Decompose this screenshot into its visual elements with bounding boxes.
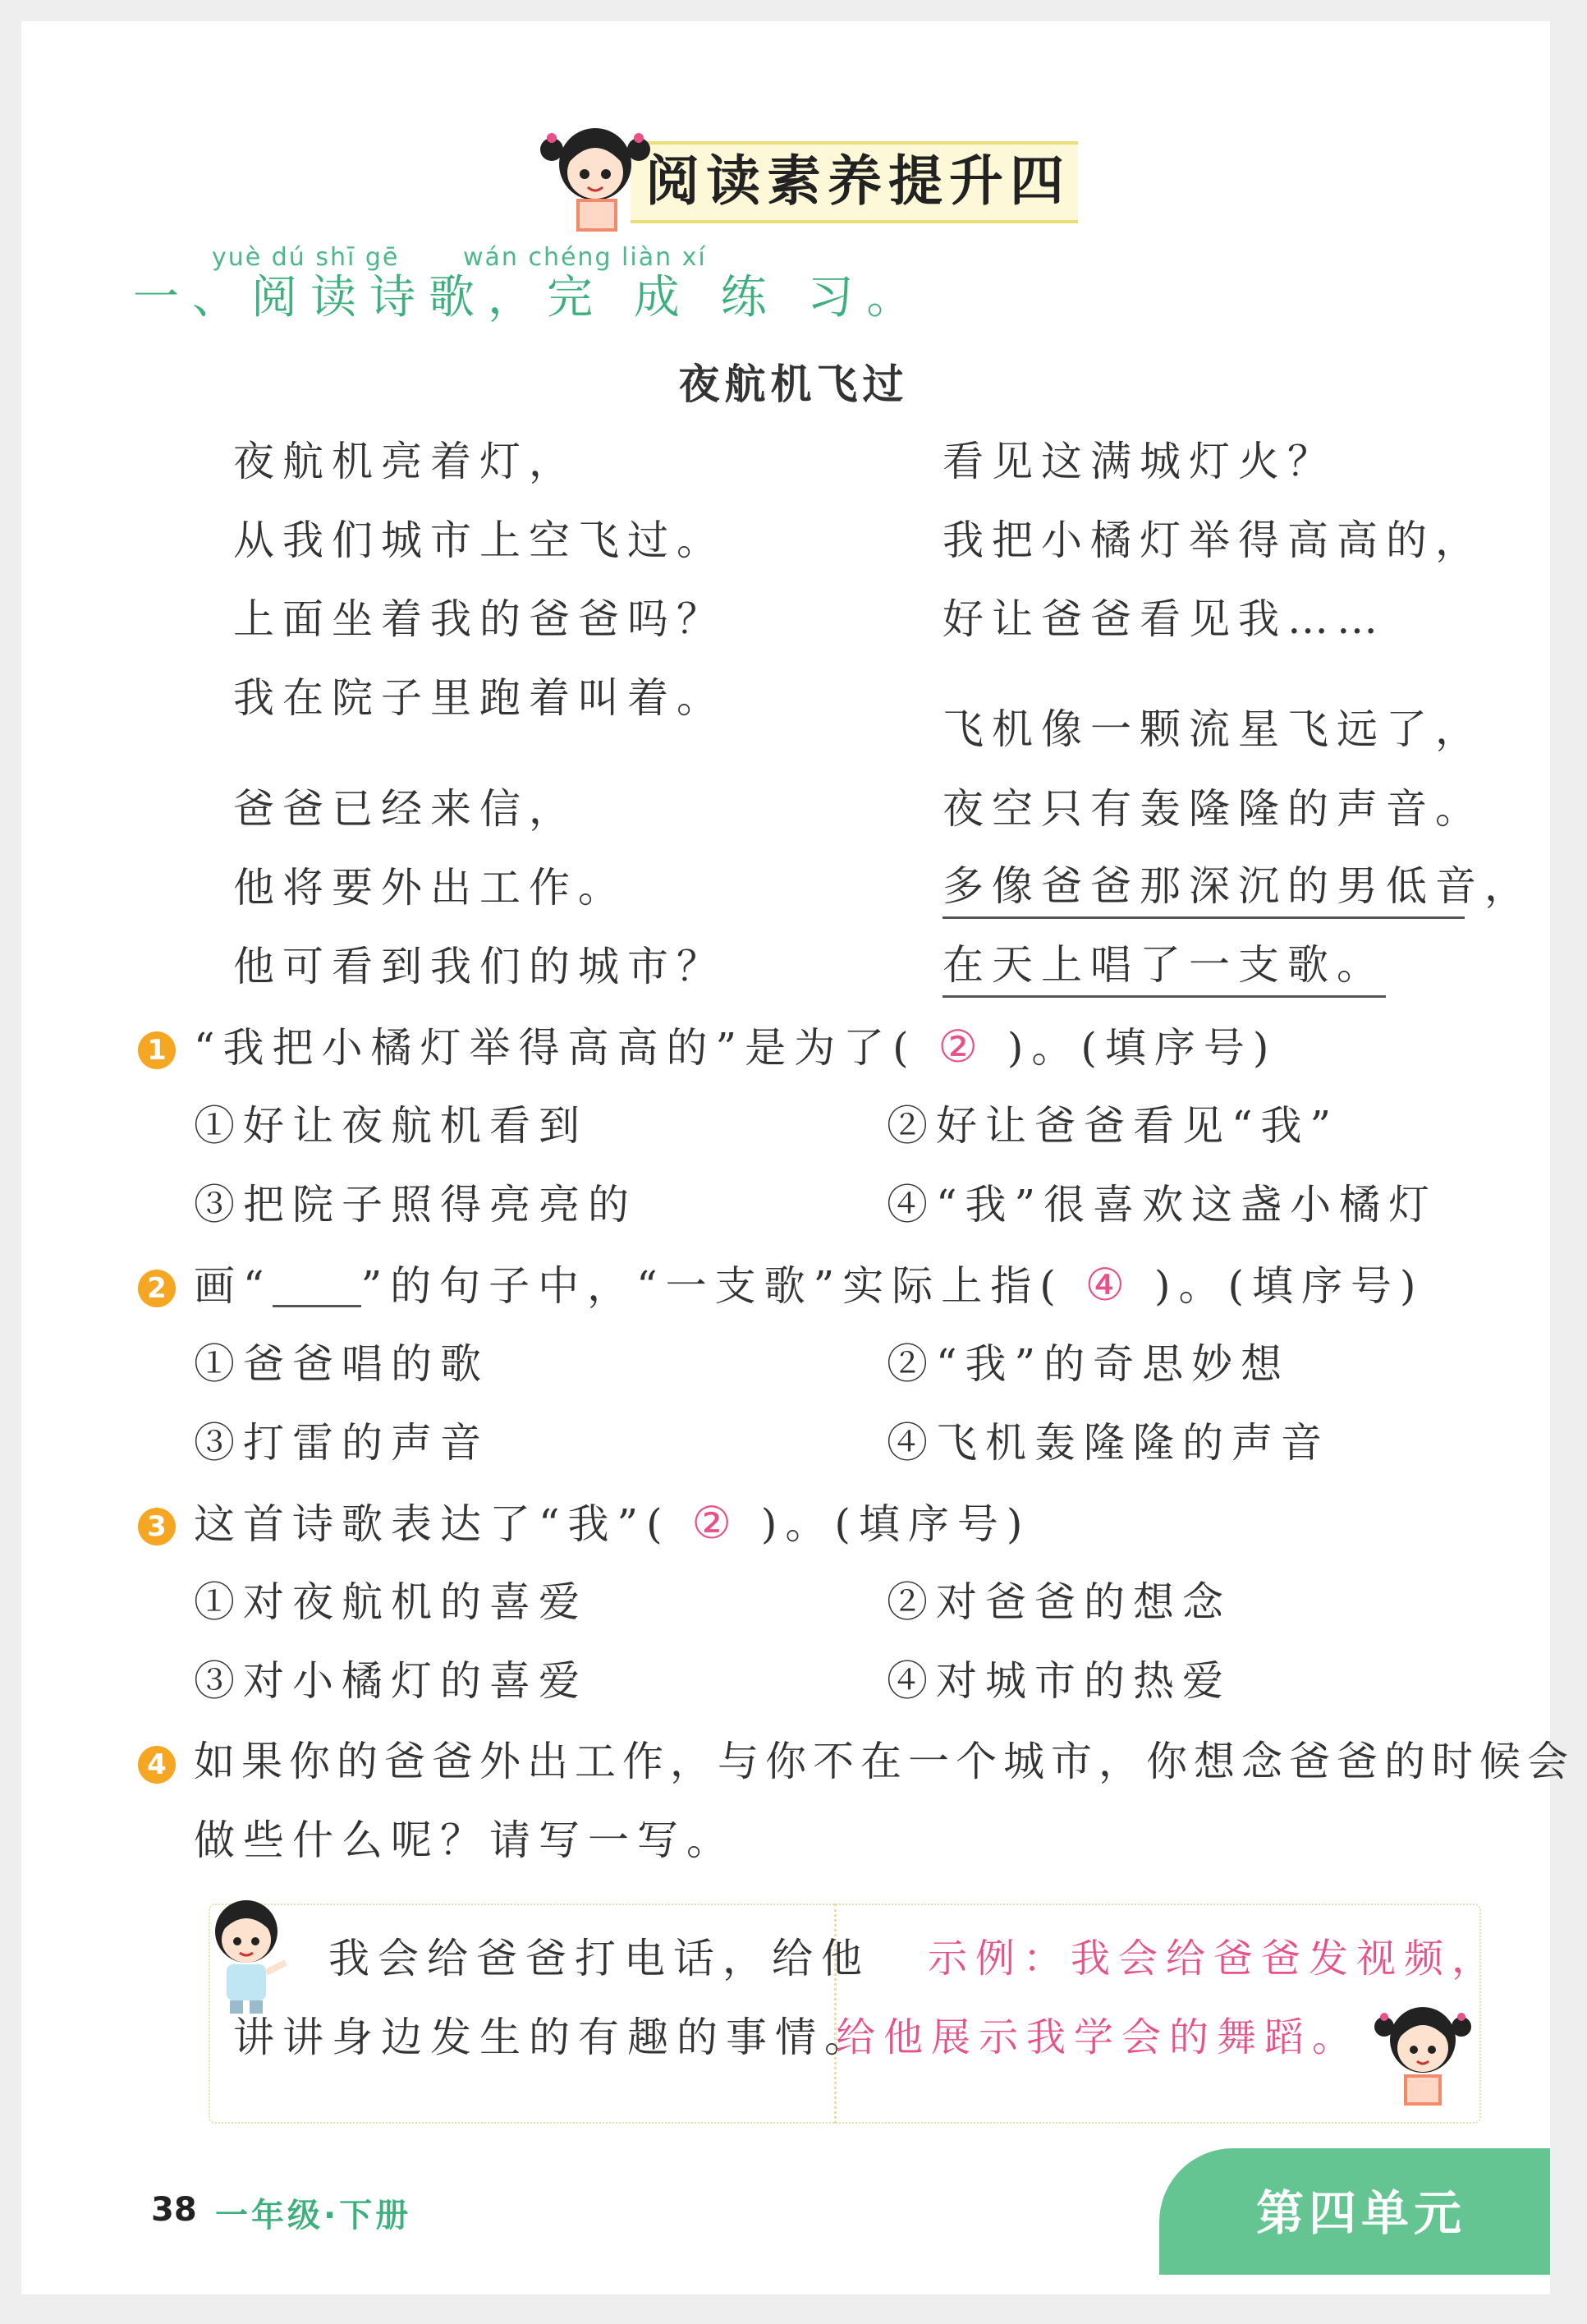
question-4-line-1: 如果你的爸爸外出工作，与你不在一个城市，你想念爸爸的时候会 [194, 1738, 1575, 1785]
option: ④“我”很喜欢这盏小橘灯 [887, 1181, 1438, 1229]
poem-line: 好让爸爸看见我…… [943, 595, 1386, 643]
page-number: 38 [151, 2191, 197, 2229]
girl-reading-icon [534, 113, 657, 237]
poem-line: 他可看到我们的城市？ [233, 943, 726, 990]
sample-answer-line-2: 给他展示我学会的舞蹈。 [836, 2014, 1360, 2060]
question-text: )。(填序号) [760, 1500, 1031, 1548]
question-text: 这首诗歌表达了“我”( [194, 1500, 671, 1548]
unit-label: 第四单元 [1256, 2185, 1467, 2241]
option: ③对小橘灯的喜爱 [194, 1657, 588, 1705]
poem-line: 看见这满城灯火？ [943, 438, 1337, 485]
question-3-text [194, 1495, 1030, 1553]
option: ①好让夜航机看到 [194, 1102, 588, 1150]
poem-line: 从我们城市上空飞过。 [233, 517, 726, 564]
option: ②好让爸爸看见“我” [887, 1102, 1340, 1150]
question-number-2: 2 [138, 1270, 176, 1307]
poem-title: 夜航机飞过 [678, 361, 909, 408]
question-text: ”的句子中，“一支歌”实际上指( [360, 1262, 1064, 1310]
option: ④飞机轰隆隆的声音 [887, 1419, 1330, 1467]
poem-line: 上面坐着我的爸爸吗？ [233, 595, 726, 643]
option: ②对爸爸的想念 [887, 1578, 1232, 1626]
pinyin-row-1: yuè dú shī gē [212, 243, 400, 272]
answer-mark: ④ [1085, 1259, 1134, 1311]
page-title: 阅读素养提升四 [645, 149, 1071, 213]
poem-line: 我在院子里跑着叫着。 [233, 674, 726, 722]
poem-line: 飞机像一颗流星飞远了， [943, 705, 1484, 753]
student-answer-line-2: 讲讲身边发生的有趣的事情。 [233, 2014, 874, 2061]
answer-mark: ② [938, 1021, 986, 1072]
poem-line: 他将要外出工作。 [233, 864, 627, 912]
option: ④对城市的热爱 [887, 1657, 1232, 1705]
poem-line: 夜空只有轰隆隆的声音。 [943, 785, 1484, 833]
question-number-4: 4 [138, 1746, 176, 1784]
question-2-text [194, 1256, 1424, 1315]
option: ②“我”的奇思妙想 [887, 1340, 1291, 1388]
girl-reading-icon [1369, 1996, 1476, 2119]
question-1-text [194, 1018, 1277, 1077]
student-answer-line-1: 我会给爸爸打电话，给他 [328, 1935, 870, 1982]
question-text: )。(填序号) [1007, 1024, 1277, 1072]
question-4-line-2: 做些什么呢？请写一写。 [194, 1816, 736, 1864]
grade-label: 一年级·下册 [215, 2197, 412, 2234]
option: ③把院子照得亮亮的 [194, 1181, 637, 1229]
poem-line: 夜航机亮着灯， [233, 438, 578, 485]
question-text: “我把小橘灯举得高高的”是为了( [194, 1024, 917, 1072]
question-text: )。(填序号) [1154, 1262, 1424, 1310]
poem-line: 我把小橘灯举得高高的， [943, 517, 1484, 564]
underline-sample [273, 1272, 361, 1307]
option: ①爸爸唱的歌 [194, 1340, 489, 1388]
answer-mark: ② [691, 1497, 740, 1549]
question-number-1: 1 [138, 1031, 176, 1069]
option: ①对夜航机的喜爱 [194, 1578, 588, 1626]
section-heading: 一、阅读诗歌，完 成 练 习。 [133, 271, 926, 324]
sample-answer-line-1: 示例：我会给爸爸发视频， [928, 1936, 1500, 1982]
poem-line-underlined: 在天上唱了一支歌。 [943, 936, 1386, 998]
option: ③打雷的声音 [194, 1419, 489, 1467]
pinyin-row-2: wán chéng liàn xí [463, 243, 707, 272]
question-number-3: 3 [138, 1508, 176, 1546]
boy-icon [197, 1894, 296, 2017]
question-text: 画“ [194, 1262, 273, 1310]
poem-line-underlined: 多像爸爸那深沉的男低音， [943, 857, 1465, 919]
poem-line: 爸爸已经来信， [233, 785, 578, 833]
